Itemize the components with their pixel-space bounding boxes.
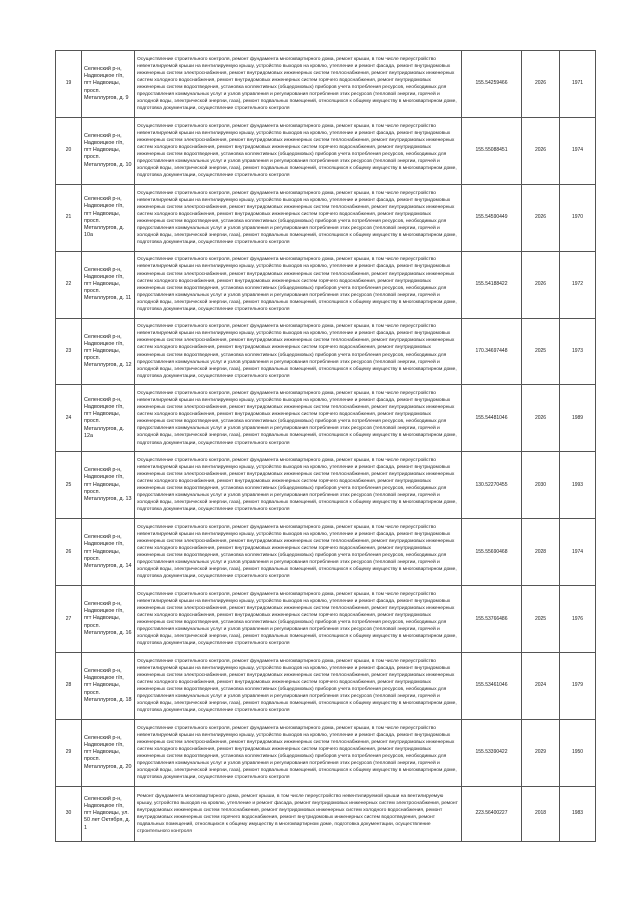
cost-cell: 155.55690468	[462, 519, 522, 586]
build-year-cell: 1974	[560, 519, 596, 586]
works-description-cell: Осуществление строительного контроля, ремонт фундамента многоквартирного дома, ремонт крыши, в том числе переустройство невентилируемой крыши на вентилируемую крышу, устройство выходов на кровлю, утепление и ремонт фасада, ремонт внутридомовых инженерных систем электроснабжения, ремонт внутридомовых инженерных систем теплоснабжения, ремонт внутридомовых инженерных систем холодного водоснабжения, ремонт внутридомовых инженерных систем горячего водоснабжения, ремонт внутридомовых инженерных систем водоотведения, установка коллективных (общедомовых) приборов учета потребления ресурсов, необходимых для предоставления коммунальных услуг и узлов управления и регулирования потребления этих ресурсов (тепловой энергии, горячей и холодной воды, электрической энергии, газа), ремонт подвальных помещений, относящихся к общему имуществу в многоквартирном доме, подготовка документации, осуществление строительного контроля	[135, 452, 462, 519]
planned-year-cell: 2026	[522, 184, 560, 251]
works-description-cell: Осуществление строительного контроля, ремонт фундамента многоквартирного дома, ремонт крыши, в том числе переустройство невентилируемой крыши на вентилируемую крышу, устройство выходов на кровлю, утепление и ремонт фасада, ремонт внутридомовых инженерных систем электроснабжения, ремонт внутридомовых инженерных систем теплоснабжения, ремонт внутридомовых инженерных систем холодного водоснабжения, ремонт внутридомовых инженерных систем горячего водоснабжения, ремонт внутридомовых инженерных систем водоотведения, установка коллективных (общедомовых) приборов учета потребления ресурсов, необходимых для предоставления коммунальных услуг и узлов управления и регулирования потребления этих ресурсов (тепловой энергии, горячей и холодной воды, электрической энергии, газа), ремонт подвальных помещений, относящихся к общему имуществу в многоквартирном доме, подготовка документации, осуществление строительного контроля	[135, 184, 462, 251]
table-row	[56, 719, 596, 786]
row-number-cell: 19	[56, 51, 82, 118]
works-description-cell: Осуществление строительного контроля, ремонт фундамента многоквартирного дома, ремонт крыши, в том числе переустройство невентилируемой крыши на вентилируемую крышу, устройство выходов на кровлю, утепление и ремонт фасада, ремонт внутридомовых инженерных систем электроснабжения, ремонт внутридомовых инженерных систем теплоснабжения, ремонт внутридомовых инженерных систем холодного водоснабжения, ремонт внутридомовых инженерных систем горячего водоснабжения, ремонт внутридомовых инженерных систем водоотведения, установка коллективных (общедомовых) приборов учета потребления ресурсов, необходимых для предоставления коммунальных услуг и узлов управления и регулирования потребления этих ресурсов (тепловой энергии, горячей и холодной воды, электрической энергии, газа), ремонт подвальных помещений, относящихся к общему имуществу в многоквартирном доме, подготовка документации, осуществление строительного контроля	[135, 586, 462, 653]
works-description-cell: Ремонт фундамента многоквартирного дома, ремонт крыши, в том числе переустройство невентилируемой крыши на вентилируемую крышу, устройство выходов на кровлю, утепление и ремонт фасада, ремонт внутридомовых инженерных систем электроснабжения, ремонт внутридомовых инженерных систем теплоснабжения, ремонт внутридомовых инженерных систем холодного водоснабжения, ремонт внутридомовых инженерных систем горячего водоснабжения, ремонт внутридомовых инженерных систем водоотведения, ремонт подвальных помещений, относящихся к общему имуществу в многоквартирном доме, подготовка документации, осуществление строительного контроля	[135, 786, 462, 841]
row-number-cell: 30	[56, 786, 82, 841]
build-year-cell: 1979	[560, 653, 596, 720]
cost-cell: 155.54188422	[462, 251, 522, 318]
table-row	[56, 184, 596, 251]
address-cell: Селенский р-н, Надвоицкое г/п, пгт Надвоицы, просп. Металлургов, д. 14	[82, 519, 135, 586]
planned-year-cell: 2025	[522, 318, 560, 385]
table-row	[56, 51, 596, 118]
build-year-cell: 1973	[560, 318, 596, 385]
works-table	[55, 50, 596, 842]
address-cell: Селенский р-н, Надвоицкое г/п, пгт Надвоицы, просп. Металлургов, д. 9	[82, 51, 135, 118]
table-row	[56, 117, 596, 184]
table-row	[56, 452, 596, 519]
planned-year-cell: 2026	[522, 385, 560, 452]
cost-cell: 155.54590449	[462, 184, 522, 251]
address-cell: Селенский р-н, Надвоицкое г/п, пгт Надвоицы, ул. 50 лет Октября, д. 1	[82, 786, 135, 841]
build-year-cell: 1983	[560, 786, 596, 841]
address-cell: Селенский р-н, Надвоицкое г/п, пгт Надвоицы, просп. Металлургов, д. 12	[82, 318, 135, 385]
build-year-cell: 1972	[560, 251, 596, 318]
row-number-cell: 27	[56, 586, 82, 653]
cost-cell: 155.55088451	[462, 117, 522, 184]
address-cell: Селенский р-н, Надвоицкое г/п, пгт Надвоицы, просп. Металлургов, д. 20	[82, 719, 135, 786]
row-number-cell: 26	[56, 519, 82, 586]
build-year-cell: 1974	[560, 117, 596, 184]
row-number-cell: 23	[56, 318, 82, 385]
row-number-cell: 22	[56, 251, 82, 318]
planned-year-cell: 2024	[522, 653, 560, 720]
planned-year-cell: 2026	[522, 251, 560, 318]
table-row	[56, 519, 596, 586]
planned-year-cell: 2018	[522, 786, 560, 841]
row-number-cell: 25	[56, 452, 82, 519]
cost-cell: 155.53461046	[462, 653, 522, 720]
planned-year-cell: 2026	[522, 117, 560, 184]
table-row	[56, 586, 596, 653]
build-year-cell: 1950	[560, 719, 596, 786]
row-number-cell: 24	[56, 385, 82, 452]
table-row	[56, 251, 596, 318]
address-cell: Селенский р-н, Надвоицкое г/п, пгт Надвоицы, просп. Металлургов, д. 12а	[82, 385, 135, 452]
address-cell: Селенский р-н, Надвоицкое г/п, пгт Надвоицы, просп. Металлургов, д. 10а	[82, 184, 135, 251]
build-year-cell: 1989	[560, 385, 596, 452]
works-description-cell: Осуществление строительного контроля, ремонт фундамента многоквартирного дома, ремонт крыши, в том числе переустройство невентилируемой крыши на вентилируемую крышу, устройство выходов на кровлю, утепление и ремонт фасада, ремонт внутридомовых инженерных систем электроснабжения, ремонт внутридомовых инженерных систем теплоснабжения, ремонт внутридомовых инженерных систем холодного водоснабжения, ремонт внутридомовых инженерных систем горячего водоснабжения, ремонт внутридомовых инженерных систем водоотведения, установка коллективных (общедомовых) приборов учета потребления ресурсов, необходимых для предоставления коммунальных услуг и узлов управления и регулирования потребления этих ресурсов (тепловой энергии, горячей и холодной воды, электрической энергии, газа), ремонт подвальных помещений, относящихся к общему имуществу в многоквартирном доме, подготовка документации, осуществление строительного контроля	[135, 318, 462, 385]
works-description-cell: Осуществление строительного контроля, ремонт фундамента многоквартирного дома, ремонт крыши, в том числе переустройство невентилируемой крыши на вентилируемую крышу, устройство выходов на кровлю, утепление и ремонт фасада, ремонт внутридомовых инженерных систем электроснабжения, ремонт внутридомовых инженерных систем теплоснабжения, ремонт внутридомовых инженерных систем холодного водоснабжения, ремонт внутридомовых инженерных систем горячего водоснабжения, ремонт внутридомовых инженерных систем водоотведения, установка коллективных (общедомовых) приборов учета потребления ресурсов, необходимых для предоставления коммунальных услуг и узлов управления и регулирования потребления этих ресурсов (тепловой энергии, горячей и холодной воды, электрической энергии, газа), ремонт подвальных помещений, относящихся к общему имуществу в многоквартирном доме, подготовка документации, осуществление строительного контроля	[135, 653, 462, 720]
address-cell: Селенский р-н, Надвоицкое г/п, пгт Надвоицы, просп. Металлургов, д. 10	[82, 117, 135, 184]
works-description-cell: Осуществление строительного контроля, ремонт фундамента многоквартирного дома, ремонт крыши, в том числе переустройство невентилируемой крыши на вентилируемую крышу, устройство выходов на кровлю, утепление и ремонт фасада, ремонт внутридомовых инженерных систем электроснабжения, ремонт внутридомовых инженерных систем теплоснабжения, ремонт внутридомовых инженерных систем холодного водоснабжения, ремонт внутридомовых инженерных систем горячего водоснабжения, ремонт внутридомовых инженерных систем водоотведения, установка коллективных (общедомовых) приборов учета потребления ресурсов, необходимых для предоставления коммунальных услуг и узлов управления и регулирования потребления этих ресурсов (тепловой энергии, горячей и холодной воды, электрической энергии, газа), ремонт подвальных помещений, относящихся к общему имуществу в многоквартирном доме, подготовка документации, осуществление строительного контроля	[135, 51, 462, 118]
address-cell: Селенский р-н, Надвоицкое г/п, пгт Надвоицы, просп. Металлургов, д. 13	[82, 452, 135, 519]
row-number-cell: 28	[56, 653, 82, 720]
works-description-cell: Осуществление строительного контроля, ремонт фундамента многоквартирного дома, ремонт крыши, в том числе переустройство невентилируемой крыши на вентилируемую крышу, устройство выходов на кровлю, утепление и ремонт фасада, ремонт внутридомовых инженерных систем электроснабжения, ремонт внутридомовых инженерных систем теплоснабжения, ремонт внутридомовых инженерных систем холодного водоснабжения, ремонт внутридомовых инженерных систем горячего водоснабжения, ремонт внутридомовых инженерных систем водоотведения, установка коллективных (общедомовых) приборов учета потребления ресурсов, необходимых для предоставления коммунальных услуг и узлов управления и регулирования потребления этих ресурсов (тепловой энергии, горячей и холодной воды, электрической энергии, газа), ремонт подвальных помещений, относящихся к общему имуществу в многоквартирном доме, подготовка документации, осуществление строительного контроля	[135, 385, 462, 452]
address-cell: Селенский р-н, Надвоицкое г/п, пгт Надвоицы, просп. Металлургов, д. 18	[82, 653, 135, 720]
row-number-cell: 29	[56, 719, 82, 786]
planned-year-cell: 2025	[522, 586, 560, 653]
row-number-cell: 21	[56, 184, 82, 251]
row-number-cell: 20	[56, 117, 82, 184]
planned-year-cell: 2026	[522, 51, 560, 118]
cost-cell: 155.54481046	[462, 385, 522, 452]
table-row	[56, 786, 596, 841]
works-description-cell: Осуществление строительного контроля, ремонт фундамента многоквартирного дома, ремонт крыши, в том числе переустройство невентилируемой крыши на вентилируемую крышу, устройство выходов на кровлю, утепление и ремонт фасада, ремонт внутридомовых инженерных систем электроснабжения, ремонт внутридомовых инженерных систем теплоснабжения, ремонт внутридомовых инженерных систем холодного водоснабжения, ремонт внутридомовых инженерных систем горячего водоснабжения, ремонт внутридомовых инженерных систем водоотведения, установка коллективных (общедомовых) приборов учета потребления ресурсов, необходимых для предоставления коммунальных услуг и узлов управления и регулирования потребления этих ресурсов (тепловой энергии, горячей и холодной воды, электрической энергии, газа), ремонт подвальных помещений, относящихся к общему имуществу в многоквартирном доме, подготовка документации, осуществление строительного контроля	[135, 719, 462, 786]
planned-year-cell: 2029	[522, 719, 560, 786]
cost-cell: 155.54259466	[462, 51, 522, 118]
works-description-cell: Осуществление строительного контроля, ремонт фундамента многоквартирного дома, ремонт крыши, в том числе переустройство невентилируемой крыши на вентилируемую крышу, устройство выходов на кровлю, утепление и ремонт фасада, ремонт внутридомовых инженерных систем электроснабжения, ремонт внутридомовых инженерных систем теплоснабжения, ремонт внутридомовых инженерных систем холодного водоснабжения, ремонт внутридомовых инженерных систем горячего водоснабжения, ремонт внутридомовых инженерных систем водоотведения, установка коллективных (общедомовых) приборов учета потребления ресурсов, необходимых для предоставления коммунальных услуг и узлов управления и регулирования потребления этих ресурсов (тепловой энергии, горячей и холодной воды, электрической энергии, газа), ремонт подвальных помещений, относящихся к общему имуществу в многоквартирном доме, подготовка документации, осуществление строительного контроля	[135, 251, 462, 318]
cost-cell: 223.56400227	[462, 786, 522, 841]
cost-cell: 155.53766486	[462, 586, 522, 653]
build-year-cell: 1976	[560, 586, 596, 653]
table-body	[56, 51, 596, 842]
planned-year-cell: 2030	[522, 452, 560, 519]
table-row	[56, 318, 596, 385]
cost-cell: 155.53390422	[462, 719, 522, 786]
table-row	[56, 653, 596, 720]
build-year-cell: 1970	[560, 184, 596, 251]
build-year-cell: 1971	[560, 51, 596, 118]
cost-cell: 170.34697448	[462, 318, 522, 385]
works-description-cell: Осуществление строительного контроля, ремонт фундамента многоквартирного дома, ремонт крыши, в том числе переустройство невентилируемой крыши на вентилируемую крышу, устройство выходов на кровлю, утепление и ремонт фасада, ремонт внутридомовых инженерных систем электроснабжения, ремонт внутридомовых инженерных систем теплоснабжения, ремонт внутридомовых инженерных систем холодного водоснабжения, ремонт внутридомовых инженерных систем горячего водоснабжения, ремонт внутридомовых инженерных систем водоотведения, установка коллективных (общедомовых) приборов учета потребления ресурсов, необходимых для предоставления коммунальных услуг и узлов управления и регулирования потребления этих ресурсов (тепловой энергии, горячей и холодной воды, электрической энергии, газа), ремонт подвальных помещений, относящихся к общему имуществу в многоквартирном доме, подготовка документации, осуществление строительного контроля	[135, 117, 462, 184]
address-cell: Селенский р-н, Надвоицкое г/п, пгт Надвоицы, просп. Металлургов, д. 16	[82, 586, 135, 653]
cost-cell: 130.52270455	[462, 452, 522, 519]
planned-year-cell: 2028	[522, 519, 560, 586]
build-year-cell: 1993	[560, 452, 596, 519]
works-description-cell: Осуществление строительного контроля, ремонт фундамента многоквартирного дома, ремонт крыши, в том числе переустройство невентилируемой крыши на вентилируемую крышу, устройство выходов на кровлю, утепление и ремонт фасада, ремонт внутридомовых инженерных систем электроснабжения, ремонт внутридомовых инженерных систем теплоснабжения, ремонт внутридомовых инженерных систем холодного водоснабжения, ремонт внутридомовых инженерных систем горячего водоснабжения, ремонт внутридомовых инженерных систем водоотведения, установка коллективных (общедомовых) приборов учета потребления ресурсов, необходимых для предоставления коммунальных услуг и узлов управления и регулирования потребления этих ресурсов (тепловой энергии, горячей и холодной воды, электрической энергии, газа), ремонт подвальных помещений, относящихся к общему имуществу в многоквартирном доме, подготовка документации, осуществление строительного контроля	[135, 519, 462, 586]
address-cell: Селенский р-н, Надвоицкое г/п, пгт Надвоицы, просп. Металлургов, д. 11	[82, 251, 135, 318]
table-row	[56, 385, 596, 452]
